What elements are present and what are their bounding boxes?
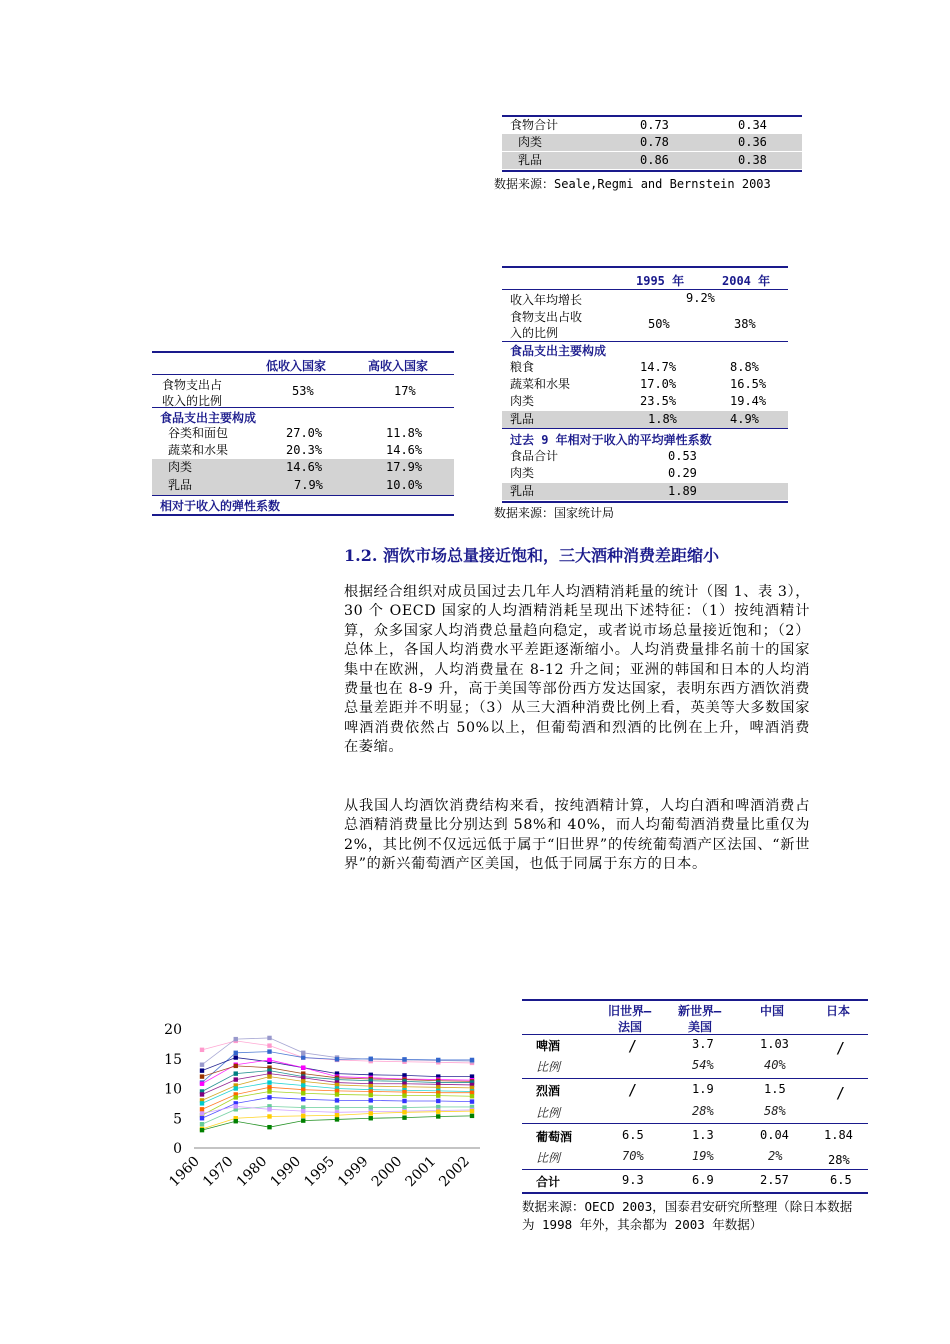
section-label: 相对于收入的弹性系数 xyxy=(160,499,281,513)
data-point xyxy=(335,1098,339,1102)
data-point xyxy=(267,1049,271,1053)
data-point xyxy=(200,1092,204,1096)
data-point xyxy=(301,1079,305,1083)
data-point xyxy=(301,1055,305,1059)
column-header: 高收入国家 xyxy=(368,359,429,373)
data-point xyxy=(335,1113,339,1117)
column-header: 中国 xyxy=(760,1004,785,1018)
data-point xyxy=(369,1111,373,1115)
data-point xyxy=(234,1051,238,1055)
source-note: 数据来源：国家统计局 xyxy=(494,506,615,520)
data-point xyxy=(301,1114,305,1118)
data-point xyxy=(200,1128,204,1132)
data-point xyxy=(436,1114,440,1118)
section-label: 过去 9 年相对于收入的平均弹性系数 xyxy=(510,433,712,447)
data-point xyxy=(335,1105,339,1109)
data-point xyxy=(234,1064,238,1068)
data-point xyxy=(369,1093,373,1097)
paragraph: 根据经合组织对成员国过去几年人均酒精消耗量的统计（图 1、表 3），30 个 OECD 国家的人均酒精消耗呈现出下述特征：（1）按纯酒精计算，众多国家人均消费总量趋向稳定，或者说市场总量接近饱和；（2）总体上，各国人均消费水平差距逐渐缩小。人均消费量排名前十的国家集中在欧洲，人均消费量在 8-12 升之间；亚洲的韩国和日本的人均消费量也在 8-9 升，高于美国等部份西方发达国家，表明东西方酒饮消费总量差距并不明显；（3）从三大酒种消费比例上看，英美等大多数国家啤酒消费依然占 50%以上，但葡萄酒和烈酒的比例在上升，啤酒消费在萎缩。 xyxy=(344,584,810,756)
data-point xyxy=(436,1110,440,1114)
section-label: 食品支出主要构成 xyxy=(510,344,607,358)
data-point xyxy=(234,1086,238,1090)
data-point xyxy=(436,1099,440,1103)
table-row: 肉类 0.78 0.36 xyxy=(502,134,802,151)
y-tick-label: 5 xyxy=(173,1111,182,1128)
data-point xyxy=(234,1037,238,1041)
data-point xyxy=(369,1116,373,1120)
column-header: 低收入国家 xyxy=(266,359,327,373)
data-point xyxy=(369,1098,373,1102)
x-tick-label: 1980 xyxy=(233,1153,271,1191)
column-header: 旧世界– xyxy=(608,1004,652,1018)
data-point xyxy=(234,1055,238,1059)
data-point xyxy=(200,1116,204,1120)
table-row: 肉类 14.6% 17.9% xyxy=(152,459,454,477)
data-point xyxy=(200,1122,204,1126)
x-tick-label: 2001 xyxy=(402,1153,440,1191)
data-point xyxy=(200,1068,204,1072)
section-label: 食品支出主要构成 xyxy=(160,411,257,425)
data-point xyxy=(267,1043,271,1047)
table-row: 食物合计 0.73 0.34 xyxy=(510,118,767,132)
y-tick-label: 10 xyxy=(164,1081,182,1098)
table-row: 蔬菜和水果 17.0% 16.5% xyxy=(510,377,767,391)
column-header: 法国 xyxy=(618,1020,643,1034)
data-point xyxy=(402,1115,406,1119)
data-point xyxy=(234,1095,238,1099)
data-point xyxy=(301,1065,305,1069)
data-point xyxy=(436,1058,440,1062)
table-row: 乳品 1.89 xyxy=(502,483,788,500)
data-point xyxy=(200,1048,204,1052)
data-point xyxy=(200,1101,204,1105)
data-point xyxy=(267,1074,271,1078)
data-point xyxy=(234,1104,238,1108)
data-point xyxy=(267,1107,271,1111)
y-tick-label: 15 xyxy=(164,1051,182,1068)
data-point xyxy=(470,1109,474,1113)
paragraph: 从我国人均酒饮消费结构来看，按纯酒精计算，人均白酒和啤酒消费占总酒精消费量比分别达到 58%和 40%，而人均葡萄酒消费量比重仅为 2%，其比例不仅远远低于属于“旧世界”的传统葡萄酒产区法国、“新世界”的新兴葡萄酒产区美国，也低于同属于东方的日本。 xyxy=(344,798,810,873)
data-point xyxy=(301,1118,305,1122)
data-point xyxy=(335,1092,339,1096)
data-point xyxy=(301,1083,305,1087)
table-row: 乳品 7.9% 10.0% xyxy=(152,477,454,495)
x-tick-label: 2000 xyxy=(368,1153,406,1191)
data-point xyxy=(436,1093,440,1097)
table-row: 肉类 0.29 xyxy=(510,466,697,480)
data-point xyxy=(335,1057,339,1061)
source-note: 数据来源：OECD 2003，国泰君安研究所整理（除日本数据 xyxy=(522,1199,853,1214)
column-header: 1995 年 xyxy=(636,274,685,288)
data-point xyxy=(267,1058,271,1062)
data-point xyxy=(267,1125,271,1129)
section-heading: 1.2. 酒饮市场总量接近饱和，三大酒种消费差距缩小 xyxy=(344,546,719,565)
data-point xyxy=(301,1097,305,1101)
source-note: 数据来源：Seale,Regmi and Bernstein 2003 xyxy=(494,177,771,191)
data-point xyxy=(267,1114,271,1118)
data-point xyxy=(470,1058,474,1062)
table-row: 乳品 0.86 0.38 xyxy=(502,152,802,169)
data-point xyxy=(335,1117,339,1121)
table-row: 谷类和面包 27.0% 11.8% xyxy=(168,426,423,440)
data-point xyxy=(200,1107,204,1111)
data-point xyxy=(200,1111,204,1115)
x-tick-label: 1960 xyxy=(166,1153,203,1191)
data-point xyxy=(470,1099,474,1103)
x-tick-label: 1970 xyxy=(200,1153,237,1191)
x-tick-label: 2002 xyxy=(436,1153,473,1191)
y-tick-label: 20 xyxy=(164,1022,182,1038)
data-point xyxy=(402,1057,406,1061)
column-header: 日本 xyxy=(826,1004,851,1018)
table-row: 蔬菜和水果 20.3% 14.6% xyxy=(168,443,423,457)
data-point xyxy=(267,1036,271,1040)
data-point xyxy=(301,1091,305,1095)
data-point xyxy=(267,1089,271,1093)
x-tick-label: 1999 xyxy=(335,1153,372,1191)
data-point xyxy=(470,1114,474,1118)
data-point xyxy=(267,1080,271,1084)
data-point xyxy=(200,1063,204,1067)
data-point xyxy=(402,1093,406,1097)
data-point xyxy=(234,1119,238,1123)
data-point xyxy=(402,1099,406,1103)
column-header: 美国 xyxy=(688,1020,713,1034)
data-point xyxy=(267,1095,271,1099)
table-row: 乳品 1.8% 4.9% xyxy=(502,411,788,428)
x-tick-label: 1995 xyxy=(301,1153,338,1191)
data-point xyxy=(369,1105,373,1109)
data-point xyxy=(369,1057,373,1061)
table-row: 食品合计 0.53 xyxy=(510,449,697,463)
y-tick-label: 0 xyxy=(173,1141,182,1157)
data-point xyxy=(200,1082,204,1086)
table-row: 肉类 23.5% 19.4% xyxy=(510,394,767,408)
data-point xyxy=(234,1077,238,1081)
data-point xyxy=(267,1085,271,1089)
data-point xyxy=(301,1109,305,1113)
column-header: 新世界– xyxy=(678,1004,722,1018)
data-point xyxy=(200,1074,204,1078)
line-chart xyxy=(150,1015,490,1225)
x-tick-label: 1990 xyxy=(267,1153,305,1191)
data-point xyxy=(402,1110,406,1114)
data-point xyxy=(234,1071,238,1075)
data-point xyxy=(301,1051,305,1055)
data-point xyxy=(470,1094,474,1098)
source-note: 为 1998 年外，其余都为 2003 年数据） xyxy=(522,1217,763,1232)
table-row: 粮食 14.7% 8.8% xyxy=(510,360,759,374)
column-header: 2004 年 xyxy=(722,274,771,288)
